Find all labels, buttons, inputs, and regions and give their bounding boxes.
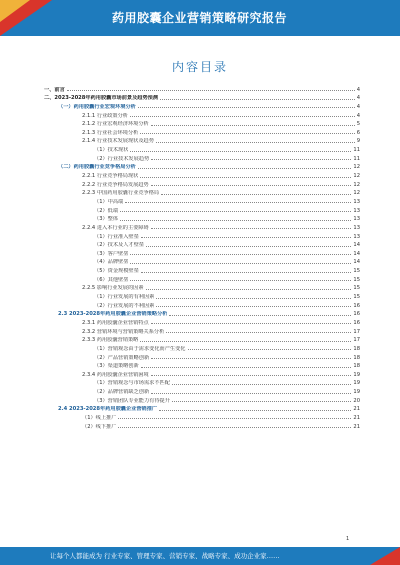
footer-banner <box>0 547 400 565</box>
toc-entry-label: 2.3.4 药用胶囊企业营销困境 <box>82 371 149 378</box>
toc-entry[interactable] <box>44 326 360 335</box>
toc-entry-label: 2.1.1 行业政策分析 <box>82 112 128 119</box>
toc-leader-dots <box>130 116 355 117</box>
toc-entry-label: （1）技术现状 <box>94 147 129 154</box>
toc-entry[interactable] <box>44 101 360 110</box>
toc-leader-dots <box>151 185 352 186</box>
toc-entry-page: 21 <box>353 414 360 421</box>
toc-entry-label: 一、前言 <box>44 86 65 93</box>
header-yellow-corner <box>0 0 30 22</box>
toc-entry-page: 13 <box>353 233 360 240</box>
toc-entry-page: 12 <box>353 181 360 188</box>
toc-entry-label: 2.3.2 营销环境与营销策略关系分析 <box>82 328 165 335</box>
toc-entry-label: 2.1.2 行业宏观经济环境分析 <box>82 121 149 128</box>
toc-entry[interactable] <box>44 119 360 128</box>
toc-leader-dots <box>169 315 351 316</box>
toc-leader-dots <box>188 349 352 350</box>
toc-leader-dots <box>172 401 351 402</box>
toc-leader-dots <box>151 228 352 229</box>
toc-leader-dots <box>161 194 351 195</box>
toc-entry-label: （6）其他壁垒 <box>94 276 129 283</box>
toc-entry-page: 13 <box>353 216 360 223</box>
toc-entry-label: （1）行业发展的有利因素 <box>94 294 155 301</box>
toc-leader-dots <box>140 177 351 178</box>
toc-entry-label: 2.3.1 药用胶囊企业营销特点 <box>82 319 149 326</box>
toc-entry[interactable] <box>44 214 360 223</box>
toc-entry-label: （2）品牌营销缺乏创新 <box>94 389 150 396</box>
toc-entry-label: （1）中高端 <box>94 198 124 205</box>
toc-leader-dots <box>130 151 351 152</box>
toc-entry-label: 2.2.2 行业竞争格局发展趋势 <box>82 181 149 188</box>
toc-entry-page: 13 <box>353 198 360 205</box>
toc-entry[interactable] <box>44 395 360 404</box>
toc-entry-page: 19 <box>353 389 360 396</box>
toc-leader-dots <box>151 125 355 126</box>
report-title: 药用胶囊企业营销策略研究报告 <box>112 11 288 25</box>
toc-entry-page: 12 <box>353 173 360 180</box>
toc-entry-page: 5 <box>356 121 360 128</box>
toc-leader-dots <box>67 90 355 91</box>
toc-leader-dots <box>160 99 355 100</box>
toc-entry-page: 21 <box>353 423 360 430</box>
toc-leader-dots <box>125 202 351 203</box>
toc-entry-label: （2）线下推广 <box>82 423 117 430</box>
toc-leader-dots <box>130 254 351 255</box>
toc-leader-dots <box>118 418 351 419</box>
toc-leader-dots <box>120 220 351 221</box>
toc-entry-label: （2）行业发展的不利因素 <box>94 302 155 309</box>
toc-entry-page: 15 <box>353 268 360 275</box>
toc-entry[interactable] <box>44 283 360 292</box>
toc-leader-dots <box>166 332 351 333</box>
toc-entry-page: 16 <box>353 311 360 318</box>
toc-entry-label: （5）资金规模壁垒 <box>94 268 139 275</box>
toc-entry[interactable] <box>44 136 360 145</box>
toc-leader-dots <box>156 142 355 143</box>
toc-entry-label: （1）营销观念由于需求变化而产生变化 <box>94 345 186 352</box>
toc-entry-label: 2.3 2023-2028年药用胶囊企业营销策略分析 <box>58 311 168 318</box>
toc-leader-dots <box>146 246 351 247</box>
toc-entry[interactable] <box>44 93 360 102</box>
toc-entry-page: 11 <box>353 155 360 162</box>
toc-entry[interactable] <box>44 153 360 162</box>
toc-leader-dots <box>138 107 355 108</box>
toc-entry-page: 4 <box>356 95 360 102</box>
toc-entry-page: 4 <box>356 86 360 93</box>
toc-entry[interactable] <box>44 361 360 370</box>
toc-entry[interactable] <box>44 291 360 300</box>
toc-entry-page: 14 <box>353 250 360 257</box>
toc-entry[interactable] <box>44 386 360 395</box>
toc-leader-dots <box>118 427 351 428</box>
toc-entry-label: （3）渠道策略创新 <box>94 363 139 370</box>
toc-entry-label: （2）产品营销策略创新 <box>94 354 150 361</box>
toc-leader-dots <box>151 375 352 376</box>
toc-entry-label: （二）药用胶囊行业竞争格局分析 <box>58 164 136 171</box>
toc-leader-dots <box>156 306 351 307</box>
toc-entry[interactable] <box>44 144 360 153</box>
toc-entry-page: 16 <box>353 319 360 326</box>
toc-entry[interactable] <box>44 300 360 309</box>
toc-entry[interactable] <box>44 179 360 188</box>
toc-entry-label: （3）客户壁垒 <box>94 250 129 257</box>
toc-entry[interactable] <box>44 205 360 214</box>
toc-entry-page: 18 <box>353 345 360 352</box>
toc-leader-dots <box>146 289 352 290</box>
toc-entry[interactable] <box>44 188 360 197</box>
toc-entry-page: 9 <box>356 138 360 145</box>
toc-entry[interactable] <box>44 162 360 171</box>
toc-entry-label: 2.2.4 进入本行业的主要障碍 <box>82 224 149 231</box>
toc-entry[interactable] <box>44 248 360 257</box>
toc-leader-dots <box>140 341 351 342</box>
toc-entry[interactable] <box>44 421 360 430</box>
toc-title: 内容目录 <box>171 60 228 74</box>
toc-entry[interactable] <box>44 317 360 326</box>
page-number: 1 <box>346 536 350 542</box>
toc-entry-label: 2.2.3 中国药用胶囊行业竞争格局 <box>82 190 160 197</box>
toc-leader-dots <box>138 168 352 169</box>
toc-entry[interactable] <box>44 404 360 413</box>
toc-entry-label: （2）低端 <box>94 207 119 214</box>
toc-entry-label: （1）行业准入壁垒 <box>94 233 139 240</box>
toc-entry[interactable] <box>44 343 360 352</box>
toc-entry-page: 14 <box>353 242 360 249</box>
toc-entry-page: 17 <box>353 337 360 344</box>
toc-leader-dots <box>140 133 354 134</box>
toc-entry-page: 12 <box>353 164 360 171</box>
toc-entry-page: 17 <box>353 328 360 335</box>
toc-leader-dots <box>151 323 352 324</box>
toc-entry-label: 二、2023-2028年药用胶囊市场前景及趋势预测 <box>44 95 159 102</box>
toc-leader-dots <box>141 237 352 238</box>
toc-entry-label: 2.1.4 行业技术发展现状及趋势 <box>82 138 154 145</box>
toc-leader-dots <box>141 272 352 273</box>
toc-leader-dots <box>151 393 351 394</box>
toc-entry-page: 14 <box>353 259 360 266</box>
toc-entry-page: 18 <box>353 354 360 361</box>
toc-entry-page: 16 <box>353 302 360 309</box>
toc-entry-page: 19 <box>353 380 360 387</box>
toc-leader-dots <box>130 263 351 264</box>
toc-leader-dots <box>130 280 351 281</box>
toc-entry-label: （2）行业技术发展趋势 <box>94 155 150 162</box>
toc-entry-page: 15 <box>353 294 360 301</box>
toc-entry-page: 12 <box>353 190 360 197</box>
toc-entry-label: 2.2.1 行业竞争格局现状 <box>82 173 139 180</box>
toc-entry-label: 2.3.3 药用胶囊营销策略 <box>82 337 139 344</box>
toc-entry[interactable] <box>44 170 360 179</box>
toc-entry-label: （3）整体 <box>94 216 119 223</box>
toc-entry-page: 13 <box>353 207 360 214</box>
toc-entry[interactable] <box>44 352 360 361</box>
toc-entry-label: （1）线上推广 <box>82 414 117 421</box>
toc-leader-dots <box>172 384 351 385</box>
table-of-contents <box>44 84 360 430</box>
toc-leader-dots <box>156 298 351 299</box>
toc-entry[interactable] <box>44 378 360 387</box>
toc-entry-page: 6 <box>356 129 360 136</box>
toc-entry[interactable] <box>44 412 360 421</box>
toc-entry-page: 4 <box>356 103 360 110</box>
toc-entry[interactable] <box>44 222 360 231</box>
toc-entry-label: 2.1.3 行业社会环境分析 <box>82 129 139 136</box>
toc-entry-label: （一）药用胶囊行业宏观环境分析 <box>58 103 136 110</box>
toc-entry-page: 4 <box>356 112 360 119</box>
toc-entry[interactable] <box>44 274 360 283</box>
toc-entry-page: 18 <box>353 363 360 370</box>
toc-entry[interactable] <box>44 335 360 344</box>
footer-red-corner <box>370 547 400 565</box>
toc-leader-dots <box>151 159 351 160</box>
toc-leader-dots <box>151 358 351 359</box>
toc-entry-page: 19 <box>353 371 360 378</box>
toc-entry[interactable] <box>44 196 360 205</box>
toc-entry-page: 11 <box>353 147 360 154</box>
toc-entry[interactable] <box>44 309 360 318</box>
toc-entry-label: （1）营销观念与市场需求不匹配 <box>94 380 170 387</box>
toc-entry[interactable] <box>44 265 360 274</box>
toc-leader-dots <box>120 211 351 212</box>
toc-entry[interactable] <box>44 84 360 93</box>
footer-slogan: 让每个人都能成为 行业专家、管理专家、营销专家、战略专家、成功企业家…… <box>50 552 280 560</box>
toc-entry[interactable] <box>44 127 360 136</box>
toc-entry-label: （3）营销团队专业能力有待提升 <box>94 397 170 404</box>
toc-entry-page: 13 <box>353 224 360 231</box>
toc-entry-label: （4）品牌壁垒 <box>94 259 129 266</box>
toc-leader-dots <box>159 410 351 411</box>
toc-entry[interactable] <box>44 240 360 249</box>
header-banner <box>0 0 400 36</box>
toc-entry-page: 20 <box>353 397 360 404</box>
toc-entry-page: 21 <box>353 406 360 413</box>
toc-entry[interactable] <box>44 369 360 378</box>
toc-entry-label: 2.4 2023-2028年药用胶囊企业营销推广 <box>58 406 158 413</box>
toc-entry[interactable] <box>44 110 360 119</box>
toc-entry-label: 2.2.5 影响行业发展的因素 <box>82 285 144 292</box>
toc-entry-page: 15 <box>353 285 360 292</box>
toc-entry[interactable] <box>44 257 360 266</box>
toc-entry-page: 15 <box>353 276 360 283</box>
toc-entry-label: （2）技术及人才壁垒 <box>94 242 144 249</box>
toc-entry[interactable] <box>44 231 360 240</box>
toc-leader-dots <box>141 367 352 368</box>
